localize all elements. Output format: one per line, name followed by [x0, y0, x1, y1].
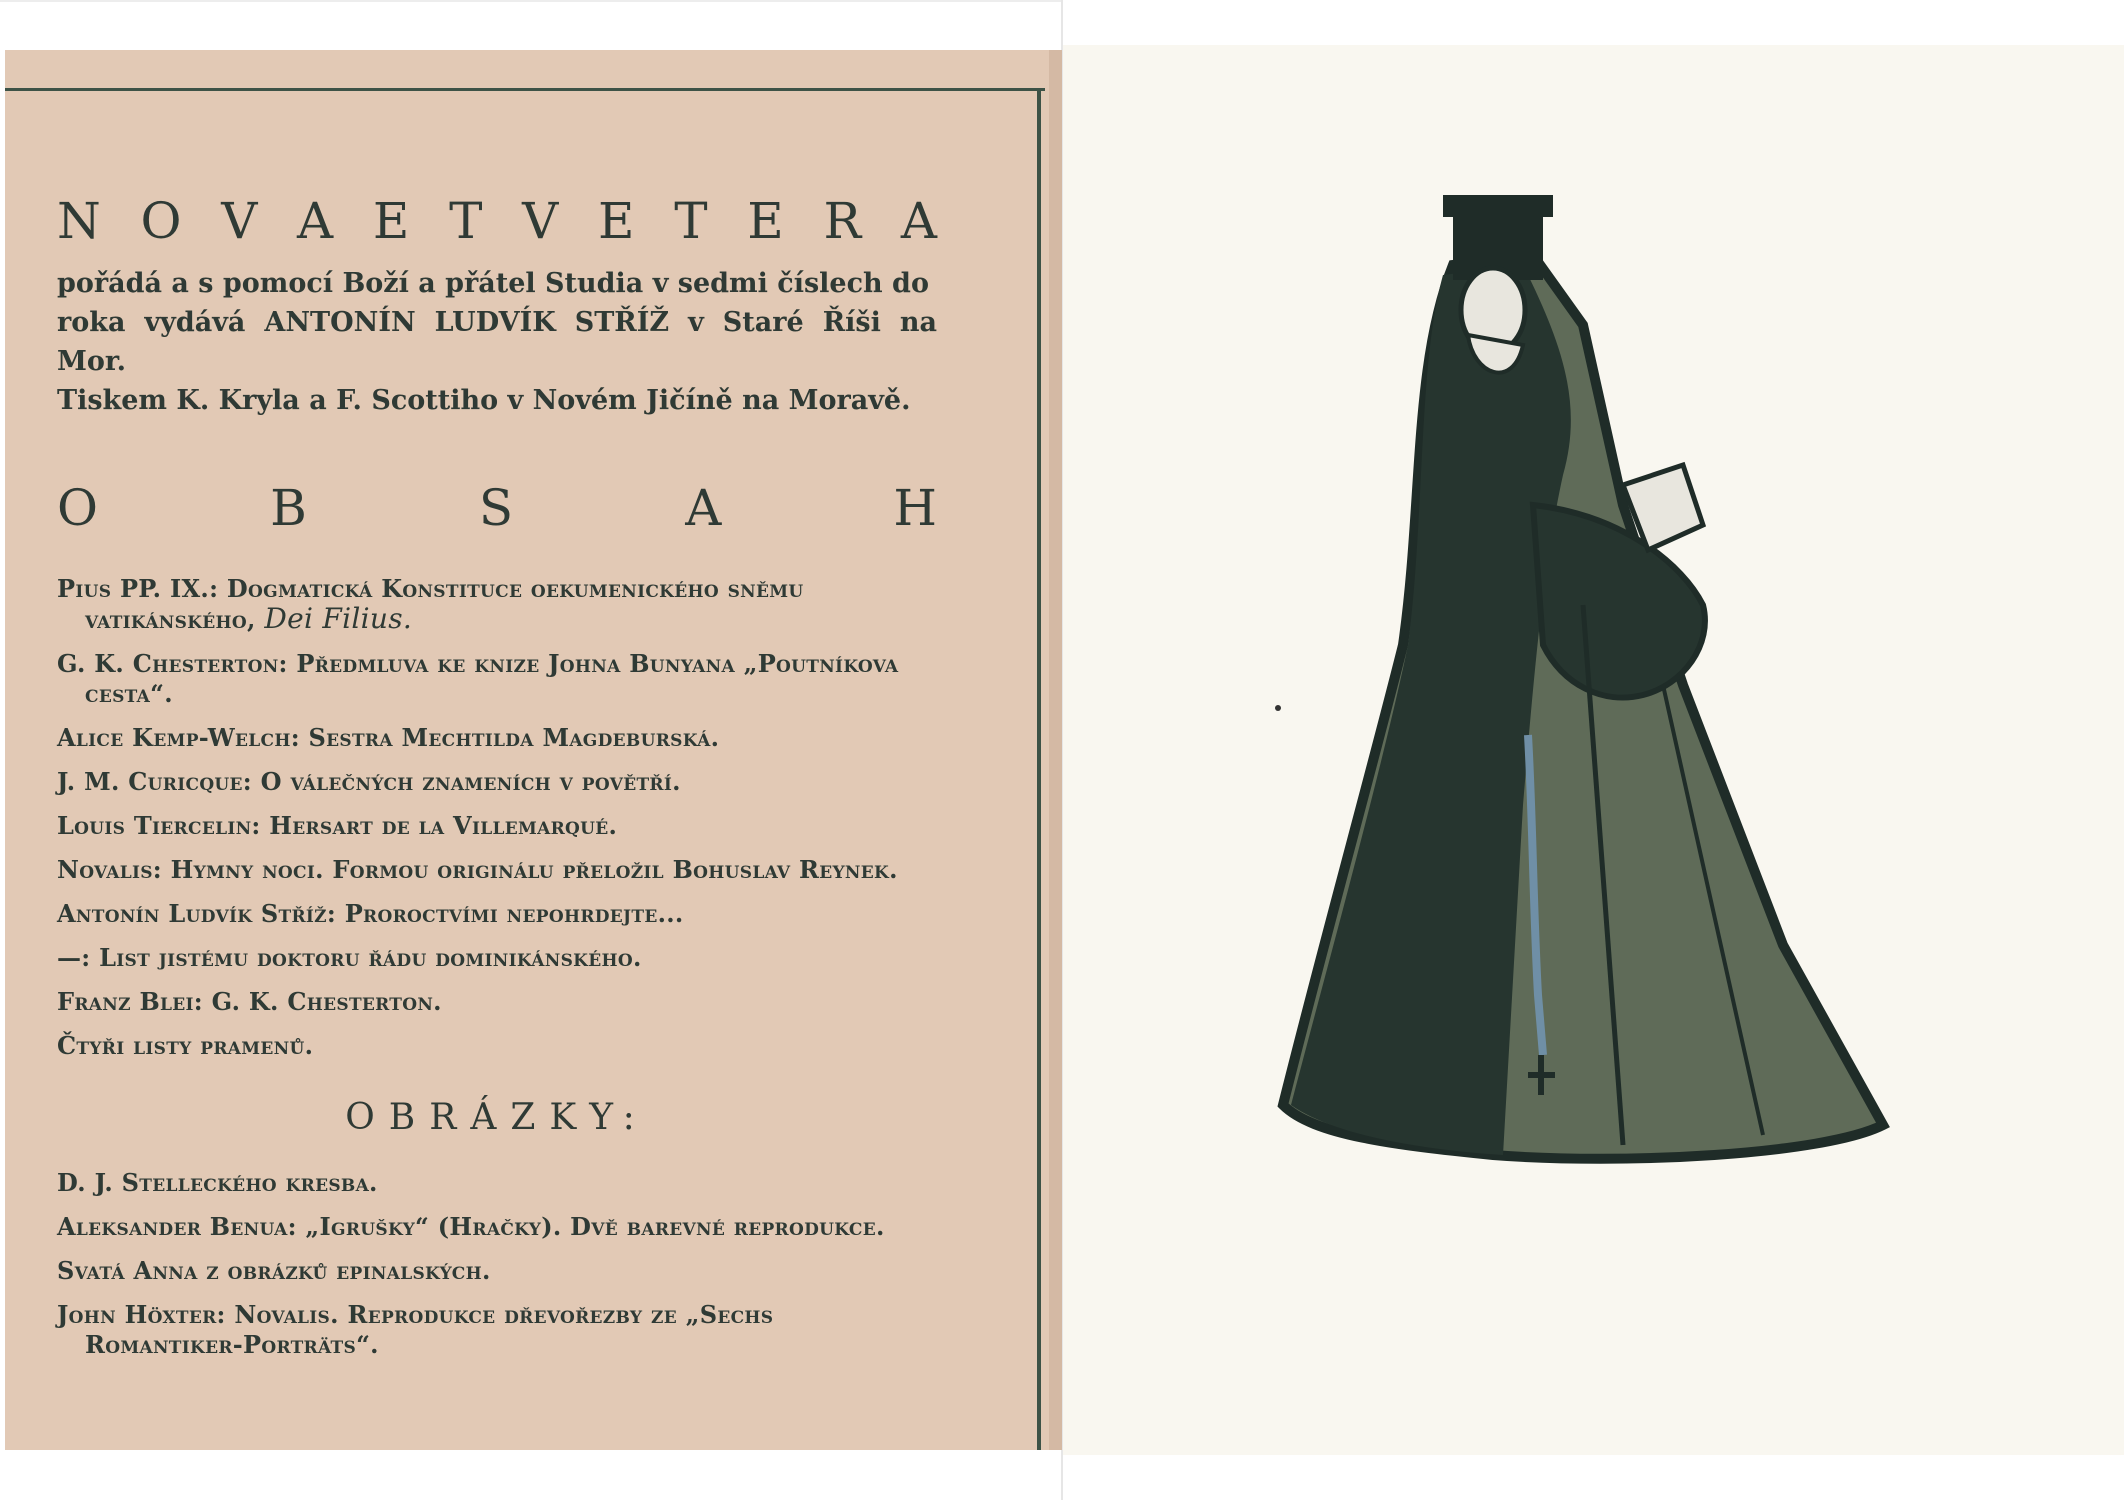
publisher-note-line: pořádá a s pomocí Boží a přátel Studia v sedmi číslech do — [57, 268, 929, 299]
publisher-note — [57, 264, 937, 420]
colophon-and-contents — [57, 190, 937, 1374]
contents-list — [57, 574, 937, 1061]
title-letter: N — [57, 192, 101, 250]
publisher-note-line: Tiskem K. Kryla a F. Scottiho v Novém Jičíně na Moravě. — [57, 385, 911, 416]
left-page — [5, 50, 1062, 1450]
title-letter: V — [522, 192, 559, 250]
title-letter: R — [823, 192, 862, 250]
contents-entry: Louis Tiercelin: Hersart de la Villemarqué. — [57, 811, 618, 840]
pictures-entry: Aleksander Benua: „Igrušky“ (Hračky). Dvě barevné reprodukce. — [57, 1212, 885, 1241]
pictures-list — [57, 1168, 937, 1360]
publisher-note-line: roka vydává ANTONÍN LUDVÍK STŘÍŽ v Staré Říši na Mor. — [57, 307, 937, 377]
contents-entry: Alice Kemp-Welch: Sestra Mechtilda Magdeburská. — [57, 723, 720, 752]
scan-top-edge — [0, 0, 1062, 2]
title-letter: E — [372, 192, 410, 250]
heading-letter: A — [685, 479, 722, 537]
title-letter: T — [674, 192, 708, 250]
heading-letter: S — [478, 479, 514, 537]
pictures-entry: Svatá Anna z obrázků epinalských. — [57, 1256, 491, 1285]
paper-speck — [1275, 705, 1281, 711]
contents-entry: Čtyři listy pramenů. — [57, 1031, 314, 1060]
pictures-entry: D. J. Stelleckého kresba. — [57, 1168, 378, 1197]
contents-heading — [57, 478, 937, 538]
title-letter: A — [900, 192, 937, 250]
heading-letter: H — [893, 479, 937, 537]
contents-entry: —: List jistému doktoru řádu dominikánského. — [57, 943, 642, 972]
title-letter: A — [297, 192, 334, 250]
title-letter: V — [221, 192, 258, 250]
frame-rule-top — [5, 88, 1045, 91]
right-page — [1063, 45, 2124, 1455]
contents-entry: Antonín Ludvík Stříž: Proroctvími nepohrdejte... — [57, 899, 684, 928]
contents-entry: Pius PP. IX.: Dogmatická Konstituce oekumenického sněmu vatikánského, Dei Filius. — [57, 574, 804, 635]
frame-rule-right — [1037, 88, 1041, 1450]
heading-letter: O — [57, 479, 98, 537]
contents-entry: Novalis: Hymny noci. Formou originálu přeložil Bohuslav Reynek. — [57, 855, 898, 884]
page-spine — [1049, 50, 1062, 1450]
contents-entry: G. K. Chesterton: Předmluva ke knize Johna Bunyana „Poutníkova cesta“. — [57, 649, 899, 708]
pictures-entry: John Höxter: Novalis. Reprodukce dřevořezby ze „Sechs Romantiker-Porträts“. — [57, 1300, 774, 1359]
hat-brim — [1443, 195, 1553, 217]
pictures-heading: OBRÁZKY: — [345, 1097, 649, 1138]
heading-letter: B — [270, 479, 307, 537]
title-letter: E — [747, 192, 784, 250]
contents-entry: Franz Blei: G. K. Chesterton. — [57, 987, 442, 1016]
title-letter: T — [449, 192, 483, 250]
title-letter: E — [597, 192, 635, 250]
contents-entry: J. M. Curicque: O válečných znameních v povětří. — [57, 767, 681, 796]
monk-illustration — [1063, 45, 2124, 1455]
title-letter: O — [140, 192, 182, 250]
journal-title — [57, 190, 937, 252]
